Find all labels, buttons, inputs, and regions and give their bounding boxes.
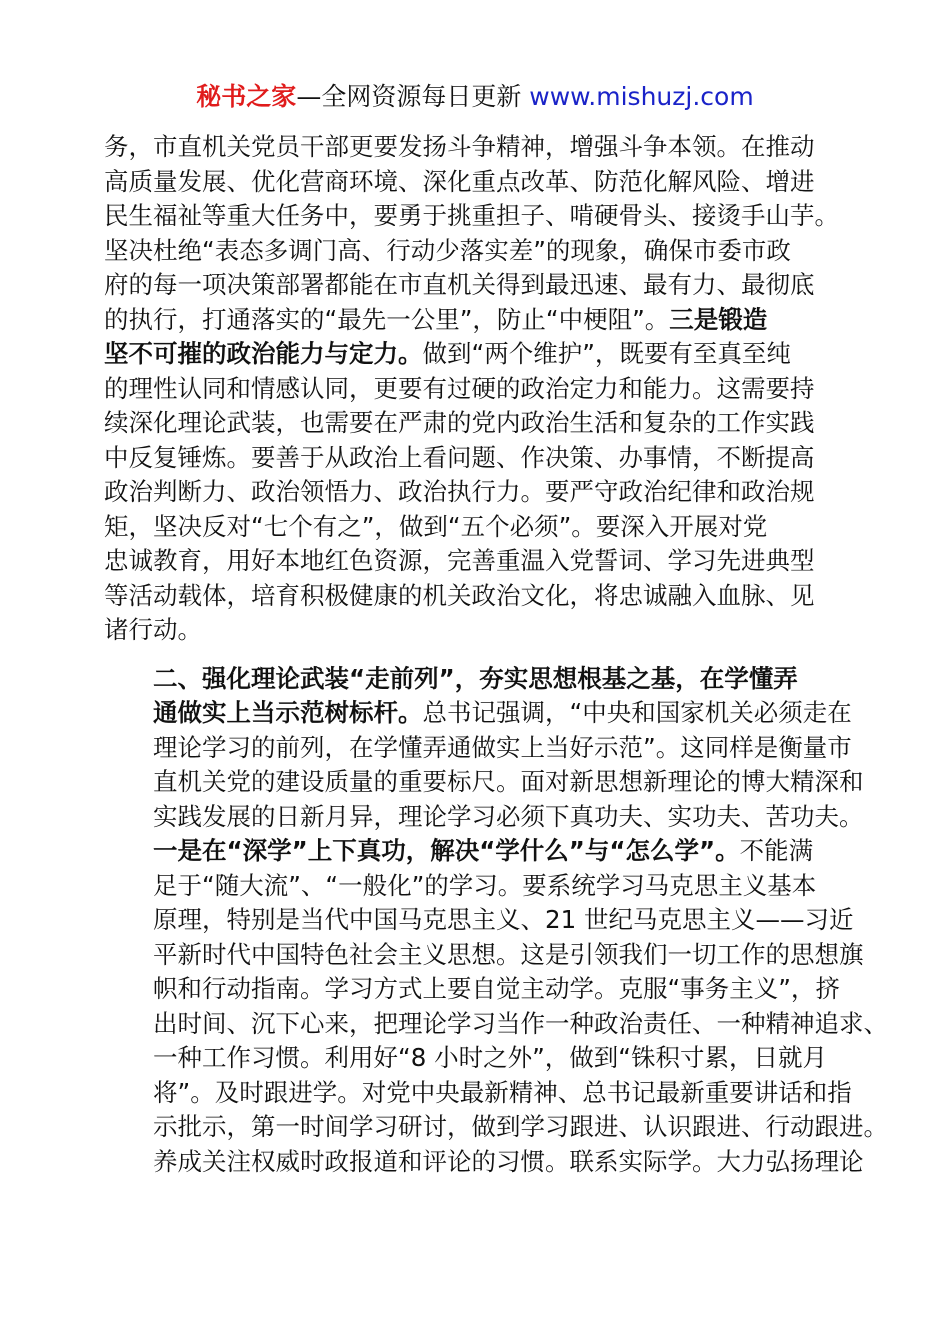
bold-text: 一是在“深学”上下真功，解决“学什么”与“怎么学”。 xyxy=(153,836,740,865)
text-line xyxy=(104,1076,856,1111)
text-line xyxy=(104,972,856,1007)
text-span: 足于“随大流”、“一般化”的学习。要系统学习马克思主义基本 xyxy=(153,870,817,900)
text-span: 政治判断力、政治领悟力、政治执行力。要严守政治纪律和政治规 xyxy=(104,477,815,506)
text-span: 务，市直机关党员干部更要发扬斗争精神，增强斗争本领。在推动 xyxy=(104,132,815,161)
text-line xyxy=(104,475,856,510)
text-line xyxy=(104,834,856,869)
text-span: 民生福祉等重大任务中，要勇于挑重担子、啃硬骨头、接烫手山芋。 xyxy=(104,201,839,230)
text-line xyxy=(104,613,856,648)
text-line xyxy=(104,234,856,269)
text-span: 实践发展的日新月异，理论学习必须下真功夫、实功夫、苦功夫。 xyxy=(153,801,864,831)
text-line xyxy=(104,372,856,407)
text-line xyxy=(104,199,856,234)
text-span: 的理性认同和情感认同，更要有过硬的政治定力和能力。这需要持 xyxy=(104,373,815,403)
text-span: 一种工作习惯。利用好“8 小时之外”，做到“铢积寸累，日就月 xyxy=(153,1043,827,1072)
text-span: 原理，特别是当代中国马克思主义、21 世纪马克思主义——习近 xyxy=(153,905,854,934)
text-line xyxy=(104,1145,864,1180)
document-body xyxy=(104,130,888,1179)
text-line xyxy=(104,268,856,303)
text-line xyxy=(104,765,864,800)
site-url-link[interactable]: www.mishuzj.com xyxy=(529,82,754,111)
text-span: 帜和行动指南。学习方式上要自觉主动学。克服“事务主义”，挤 xyxy=(153,974,840,1003)
text-span: 府的每一项决策部署都能在市直机关得到最迅速、最有力、最彻底 xyxy=(104,270,815,299)
text-line xyxy=(104,337,856,372)
text-span: 忠诚教育，用好本地红色资源，完善重温入党誓词、学习先进典型 xyxy=(104,546,815,575)
text-span: 出时间、沉下心来，把理论学习当作一种政治责任、一种精神追求、 xyxy=(153,1008,888,1038)
text-line xyxy=(104,303,856,338)
text-line xyxy=(104,441,856,476)
bold-text: 二、强化理论武装“走前列”，夯实思想根基之基，在学懂弄 xyxy=(153,663,798,693)
text-span: 做到“两个维护”，既要有至真至纯 xyxy=(422,339,791,368)
paragraph-2 xyxy=(104,662,888,1180)
text-span: 示批示，第一时间学习研讨，做到学习跟进、认识跟进、行动跟进。 xyxy=(153,1112,888,1141)
text-line xyxy=(104,731,856,766)
text-span: 直机关党的建设质量的重要标尺。面对新思想新理论的博大精深和 xyxy=(153,767,864,796)
text-line xyxy=(104,510,856,545)
text-span: 诸行动。 xyxy=(104,615,202,644)
site-tagline: —全网资源每日更新 xyxy=(296,82,530,111)
text-span: 理论学习的前列，在学懂弄通做实上当好示范”。这同样是衡量市 xyxy=(153,732,852,762)
text-line xyxy=(104,903,856,938)
text-line xyxy=(104,130,856,165)
text-span: 坚决杜绝“表态多调门高、行动少落实差”的现象，确保市委市政 xyxy=(104,235,791,265)
bold-text: 通做实上当示范树标杆。 xyxy=(153,698,423,727)
text-span: 矩，坚决反对“七个有之”，做到“五个必须”。要深入开展对党 xyxy=(104,511,768,541)
text-line xyxy=(104,696,856,731)
text-span: 不能满 xyxy=(739,836,814,865)
text-span: 中反复锤炼。要善于从政治上看问题、作决策、办事情，不断提高 xyxy=(104,442,815,472)
text-line xyxy=(104,1041,856,1076)
text-line xyxy=(104,579,856,614)
text-span: 续深化理论武装，也需要在严肃的党内政治生活和复杂的工作实践 xyxy=(104,408,815,437)
site-brand: 秘书之家 xyxy=(196,82,297,111)
text-line xyxy=(104,1110,888,1145)
paragraph-1 xyxy=(104,130,856,648)
text-line xyxy=(104,662,856,697)
text-line xyxy=(104,800,864,835)
bold-text: 坚不可摧的政治能力与定力。 xyxy=(104,339,423,368)
text-span: 的执行，打通落实的“最先一公里”，防止“中梗阻”。 xyxy=(104,304,670,334)
text-span: 养成关注权威时政报道和评论的习惯。联系实际学。大力弘扬理论 xyxy=(153,1146,864,1176)
text-span: 高质量发展、优化营商环境、深化重点改革、防范化解风险、增进 xyxy=(104,166,815,196)
text-line xyxy=(104,165,856,200)
site-header xyxy=(0,80,950,114)
text-line xyxy=(104,1007,888,1042)
text-span: 等活动载体，培育积极健康的机关政治文化，将忠诚融入血脉、见 xyxy=(104,580,815,610)
text-span: 总书记强调，“中央和国家机关必须走在 xyxy=(422,698,852,727)
text-line xyxy=(104,406,856,441)
text-line xyxy=(104,544,856,579)
text-span: 平新时代中国特色社会主义思想。这是引领我们一切工作的思想旗 xyxy=(153,939,864,969)
text-line xyxy=(104,938,864,973)
text-span: 将”。及时跟进学。对党中央最新精神、总书记最新重要讲话和指 xyxy=(153,1077,852,1107)
text-line xyxy=(104,869,856,904)
bold-text: 三是锻造 xyxy=(669,304,768,334)
